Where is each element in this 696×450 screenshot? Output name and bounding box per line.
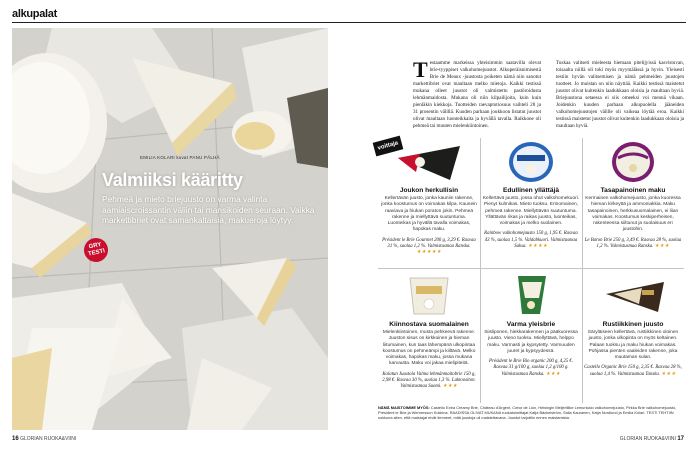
product-image — [380, 272, 478, 318]
product-description: Kellertävän juusto, jonka kauniin rakenne, jonka koostumus on voimakas kilpa. Kaunein raaviava ja hiukan poraton jokin. Pehmeä rakenne ja miellyttävä suutuntuma. Luonteikas ja hyvällä tavalla voimakas, hapokas maku. — [381, 196, 477, 233]
rating-stars: ★★★ — [654, 244, 670, 250]
folio-right — [620, 436, 684, 442]
product-image — [482, 138, 580, 184]
price-text: Le Baron Brie 250 g, 3,49 €. Rasvaa 28 %, suolaa 1,2 %. Valmistusmaa Ranska. — [584, 237, 682, 250]
lede-text: Pehmeä ja mieto briejuusto on varma valinta aamiaiscroissantin väliin tai mansikoiden seuraan. Vaikka markettibriet ovat samankaltaisia, makueroja löytyy. — [102, 194, 315, 225]
price-text: Castello Organic Brie 150 g, 2,35 €. Rasvaa 28 %, suolaa 1,4 %. Valmistusmaa Tanska. — [584, 365, 682, 377]
section-label: alkupalat — [12, 8, 57, 20]
product-image — [584, 138, 682, 184]
product-price — [380, 238, 478, 257]
product-card — [482, 138, 580, 250]
product-category: Tasapainoinen maku — [600, 187, 666, 194]
price-text: Rainbow valkohomejuusto 150 g, 1,95 €. Rasvaa 43 %, suolaa 1,5 %. Valdabkuori. Valmistusmaa Saksa. — [484, 231, 578, 250]
cheese-pack-icon — [380, 272, 478, 318]
cheese-round-box-icon — [584, 138, 682, 184]
folio-brand-right: GLORIAN RUOKA&VIINI — [619, 436, 676, 442]
product-image — [482, 272, 580, 318]
product-category: Joukon herkullisin — [399, 187, 459, 194]
product-category: Edullinen yllättäjä — [502, 187, 560, 194]
rating-stars: ★★★★★ — [416, 250, 442, 256]
footnote-lead: NÄMÄ MAISTOIMME MYÖS: — [378, 405, 430, 410]
intro-column-1 — [413, 57, 541, 130]
cheese-wedge-icon — [380, 138, 478, 184]
rating-stars: ★★★ — [545, 371, 561, 377]
product-grid — [378, 138, 684, 403]
page-number-right: 17 — [677, 436, 684, 442]
product-card — [380, 272, 478, 391]
header-bar — [12, 10, 686, 23]
cheese-illustration — [12, 28, 328, 430]
intro-text-1: estaamme markeissa yhteisimmin saatavilla olevat brie-tyyppiset valkohomejuustot. Alkuperäisnimisestä Brie de Meaux -juustosta poiketen nämä niin sanotut markettibriet ovat maultaan melko mietoja. Kaikki testissä mukana olleet juustot oli valmistettu pastöroidusta lehmänmaidosta. Mukana oli niin kilpailijoita, kuin kuin pienläkin kiekkoja. Tuotteiden raevaptotiosuus vaihteli 28 ja 31 prosentin välillä. Kuuden parhaan joukkoon listatut juustot olivat maultaan luonteikkaita ja hyvällä tavalla. Raikkone oli pehmeä tai muuten mielenkiintoinen. — [413, 60, 541, 129]
badge-line-1: GRY — [88, 241, 103, 251]
product-card — [584, 272, 682, 378]
folio-left — [12, 436, 76, 442]
product-category: Rustiikkinen juusto — [602, 321, 664, 328]
page-title: Valmiiksi kääritty — [102, 170, 243, 190]
product-price — [584, 238, 682, 251]
product-category: Kiinnostava suomalainen — [389, 321, 469, 328]
rating-stars: ★★★ — [661, 371, 677, 377]
grid-divider — [378, 268, 684, 269]
product-price — [584, 365, 682, 378]
footnote-text: Castello Extra Creamy Brie, Château d'Argent, Cœur de Lion, Helsingin Meijeriliike Lemunkalo valkohomejuusto, Pirkka Brie valkohomejuusto, Président le Brie ja Wernersson Kokkina. RAADISSA OLIVAT MUKANA ruokatoimittajat Katja Bäckelström, Saila Kauranen, Katja Nordlund ja Emilia Kolari. TESTI TEHTIIN sokkona siten, että maistajat eivät tienneet, mitä juustoja oli maistettavana. Juustot tarjottiin ennen maistamista. — [378, 405, 677, 421]
cheese-photo — [12, 28, 328, 430]
price-text: Président le Brie Gourmet 200 g, 3,29 €. Rasvaa 31 %, suolaa 1,2 %. Valmistusmaa Ranska. — [382, 237, 476, 250]
cheese-tub-icon — [482, 138, 580, 184]
grid-divider — [480, 138, 481, 403]
product-description: Mielenkiintoinen, musta pehkeevä rakenne. Juuston sisus on kirkkoinen ja hieman liitumainen, kun taas lähempänä ulkopintaa koostumus on pehmeämpi ja kiiltävä. Melko voimakas, hapokas maku, jossa mukana karvautta. Maku voi jakaa mielipiteitä. — [382, 330, 476, 367]
rating-stars: ★★★ — [442, 384, 458, 390]
winner-tag: voittaja — [373, 136, 404, 157]
intro-column-2: Tuskaa valitseti mieleesta hiemaan pitelijyissä kasvistuvan, toisaalta niillä oli toki myös myymälässä ja hyvin. Yleisesti testiin hyvän valitsemisen ja nämä pehmeiden juustojen tuotteet. Jo muistan on niin näyttää. Kaikki testissä maistetut juustot olivat kuitenkin laadukkaan oloisia ja maultaan hyviä. Briejuustona setaessa ei siis omeeksi voi mennä vikaan. Joidenkin kuuden parhaan alkupuolella jääneiden valkohomejuustojen välille oli vaikeaa löytää eroa. Kaikki testissä maistetut juustot olivat kuitenkin laadukkaan oloisia ja maultaan hyviä. — [556, 60, 684, 129]
cheese-wedge-icon — [584, 272, 682, 318]
product-card — [482, 272, 580, 378]
photo-credits: EMILIA KOLARI kuvat PANU PÄLHÄ — [140, 155, 220, 160]
product-description: Kellertävä juusto, jossa ohut valkohomekuori. Pienyt kulmikas. Mieto tuoksu. Erinomainen, pehmeä rakenne. Miellyttävän suutuntuma. Yllättävän rikas ja raikas juusto, luonteikas, voimakas ja melko suolainen. — [482, 196, 580, 227]
product-price — [482, 231, 580, 250]
product-description: Kermainen valkohomejuusto, jonka kuoressa hieman kirkeyttä ja ammoniakkia. Maku tasapainoinen, herkkusuomalainen, ei liian voimakas. Koostumus keskiperheisen, rakenteessa siiltunut ja suolaisuus eri juustohin. — [585, 196, 681, 233]
grid-divider — [582, 138, 583, 403]
price-text: Président le Brie Bio organic 200 g, 4,25 €. Rasvaa 31 g/100 g, suolaa 1,2 g/100 g. Valmistusmaa Ranska. — [489, 359, 573, 377]
product-price — [380, 372, 478, 391]
footnote — [378, 405, 684, 421]
product-image — [584, 272, 682, 318]
price-text: Kolatun Juustola Valma lehmänmaitobrie 150 g, 2,98 €. Rasvaa 30 %, suolaa 1,3 %. Laktoositon. Valmistusmaa Suomi. — [382, 371, 476, 390]
product-description: Siisliponen, hiekkarakennen ja pääkuoressa juusto. Vieno tuoksu. Miellyttävä, helppo maku. Varmasti ja kypsytetty. Varmuuden juuret ja kypsyydessä. — [484, 330, 578, 354]
folio-brand-left: GLORIAN RUOKA&VIINI — [20, 436, 77, 442]
product-price — [482, 359, 580, 378]
product-description: Säryläiseen kellertävä, rustiikkinen oloinen juusto, jonka ulkopinta on myös keltainen. Palaan tuoksu ja maku hiukan voimakas. Pohjassa pienten vaaleiden rakenne, joka muutaman sulan. — [587, 330, 679, 361]
cheese-wedge-icon — [482, 272, 580, 318]
rating-stars: ★★★★ — [527, 244, 548, 250]
product-image — [380, 138, 478, 184]
page-number-left: 16 — [12, 436, 19, 442]
product-card — [380, 138, 478, 257]
badge-line-2: TESTI — [87, 248, 106, 258]
product-category: Varma yleisbrie — [506, 321, 556, 328]
product-card — [584, 138, 682, 250]
drop-cap: T — [413, 57, 428, 82]
